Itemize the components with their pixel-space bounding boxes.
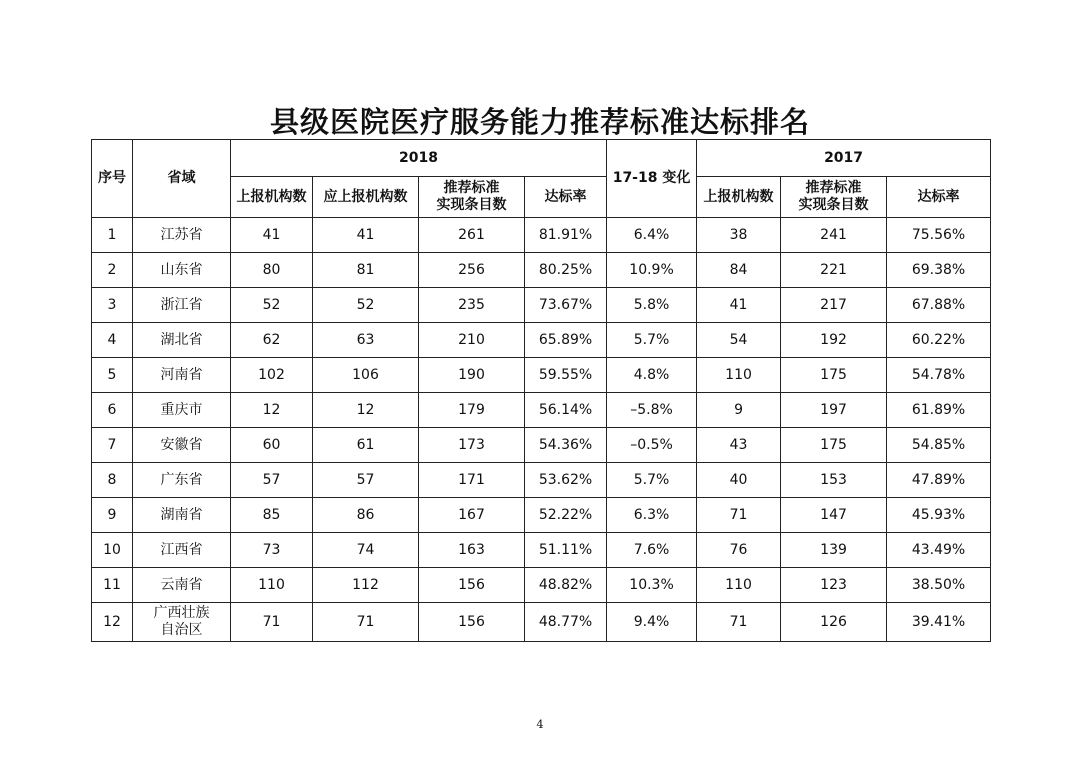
cell-rate-2018: 73.67% [525,288,607,323]
cell-reported-2017: 76 [697,533,781,568]
header-seq: 序号 [92,140,133,218]
cell-reported-2017: 38 [697,218,781,253]
cell-reported-2018: 80 [231,253,313,288]
cell-province: 湖北省 [133,323,231,358]
cell-items-2018: 190 [419,358,525,393]
cell-seq: 7 [92,428,133,463]
cell-reported-2017: 40 [697,463,781,498]
cell-rate-2017: 67.88% [887,288,991,323]
cell-change: 7.6% [607,533,697,568]
cell-reported-2017: 43 [697,428,781,463]
cell-items-2018: 261 [419,218,525,253]
header-rate-2017: 达标率 [887,177,991,218]
cell-rate-2018: 81.91% [525,218,607,253]
ranking-table [91,139,991,642]
table-row [92,288,991,323]
cell-should-report-2018: 57 [313,463,419,498]
cell-should-report-2018: 106 [313,358,419,393]
cell-province: 浙江省 [133,288,231,323]
cell-items-2018: 167 [419,498,525,533]
cell-province: 广东省 [133,463,231,498]
header-reported-2017: 上报机构数 [697,177,781,218]
cell-rate-2017: 69.38% [887,253,991,288]
cell-province: 湖南省 [133,498,231,533]
cell-rate-2017: 54.78% [887,358,991,393]
cell-change: 6.3% [607,498,697,533]
header-province: 省域 [133,140,231,218]
cell-should-report-2018: 12 [313,393,419,428]
cell-items-2018: 156 [419,603,525,642]
header-items-line2: 实现条目数 [436,197,507,213]
cell-should-report-2018: 74 [313,533,419,568]
header-row-1 [92,140,991,177]
cell-province: 江苏省 [133,218,231,253]
cell-items-2018: 179 [419,393,525,428]
cell-province: 江西省 [133,533,231,568]
cell-change: –5.8% [607,393,697,428]
cell-should-report-2018: 112 [313,568,419,603]
cell-province: 安徽省 [133,428,231,463]
cell-rate-2018: 65.89% [525,323,607,358]
cell-items-2017: 192 [781,323,887,358]
cell-change: 4.8% [607,358,697,393]
cell-province: 云南省 [133,568,231,603]
table-row [92,533,991,568]
header-year-2018: 2018 [231,140,607,177]
cell-reported-2017: 110 [697,358,781,393]
cell-should-report-2018: 86 [313,498,419,533]
cell-seq: 6 [92,393,133,428]
cell-seq: 3 [92,288,133,323]
cell-reported-2017: 84 [697,253,781,288]
cell-rate-2018: 48.77% [525,603,607,642]
cell-seq: 8 [92,463,133,498]
cell-reported-2018: 85 [231,498,313,533]
header-items-line1: 推荐标准 [805,180,862,196]
cell-seq: 11 [92,568,133,603]
table-row [92,463,991,498]
header-should-report-2018: 应上报机构数 [313,177,419,218]
cell-reported-2017: 54 [697,323,781,358]
cell-items-2017: 197 [781,393,887,428]
cell-reported-2017: 9 [697,393,781,428]
cell-rate-2018: 52.22% [525,498,607,533]
cell-rate-2017: 47.89% [887,463,991,498]
cell-seq: 1 [92,218,133,253]
cell-seq: 4 [92,323,133,358]
cell-rate-2017: 54.85% [887,428,991,463]
cell-items-2017: 217 [781,288,887,323]
cell-reported-2018: 60 [231,428,313,463]
cell-reported-2018: 57 [231,463,313,498]
cell-reported-2018: 110 [231,568,313,603]
cell-items-2018: 210 [419,323,525,358]
table-row [92,498,991,533]
cell-reported-2018: 52 [231,288,313,323]
table-row [92,323,991,358]
page-number: 4 [536,718,544,731]
cell-change: 5.7% [607,463,697,498]
cell-items-2017: 241 [781,218,887,253]
cell-change: –0.5% [607,428,697,463]
table-row [92,428,991,463]
cell-rate-2018: 59.55% [525,358,607,393]
cell-seq: 2 [92,253,133,288]
header-rate-2018: 达标率 [525,177,607,218]
cell-items-2018: 171 [419,463,525,498]
cell-items-2018: 256 [419,253,525,288]
cell-rate-2018: 54.36% [525,428,607,463]
cell-rate-2018: 48.82% [525,568,607,603]
cell-should-report-2018: 41 [313,218,419,253]
page-title: 县级医院医疗服务能力推荐标准达标排名 [269,105,810,139]
cell-change: 5.7% [607,323,697,358]
table-row [92,253,991,288]
cell-items-2018: 173 [419,428,525,463]
header-items-line1: 推荐标准 [443,180,500,196]
cell-rate-2018: 80.25% [525,253,607,288]
table-row [92,393,991,428]
cell-items-2017: 175 [781,428,887,463]
table-row [92,218,991,253]
header-items-2017 [781,177,887,218]
cell-reported-2018: 12 [231,393,313,428]
cell-should-report-2018: 81 [313,253,419,288]
cell-should-report-2018: 63 [313,323,419,358]
cell-seq: 12 [92,603,133,642]
cell-items-2018: 156 [419,568,525,603]
cell-items-2017: 123 [781,568,887,603]
header-year-2017: 2017 [697,140,991,177]
cell-reported-2017: 71 [697,603,781,642]
cell-reported-2018: 41 [231,218,313,253]
cell-rate-2017: 39.41% [887,603,991,642]
cell-rate-2017: 60.22% [887,323,991,358]
table-row [92,358,991,393]
cell-items-2017: 147 [781,498,887,533]
cell-should-report-2018: 71 [313,603,419,642]
cell-should-report-2018: 61 [313,428,419,463]
cell-rate-2017: 38.50% [887,568,991,603]
table-row [92,568,991,603]
table-row [92,603,991,642]
cell-reported-2018: 71 [231,603,313,642]
cell-items-2018: 235 [419,288,525,323]
header-items-line2: 实现条目数 [798,197,869,213]
cell-rate-2018: 51.11% [525,533,607,568]
cell-rate-2018: 53.62% [525,463,607,498]
cell-rate-2017: 75.56% [887,218,991,253]
cell-items-2017: 175 [781,358,887,393]
cell-reported-2018: 73 [231,533,313,568]
cell-change: 5.8% [607,288,697,323]
cell-reported-2018: 102 [231,358,313,393]
header-change: 17-18 变化 [607,140,697,218]
cell-items-2018: 163 [419,533,525,568]
cell-change: 10.9% [607,253,697,288]
cell-items-2017: 221 [781,253,887,288]
cell-seq: 10 [92,533,133,568]
cell-province-line2: 自治区 [160,622,203,638]
cell-rate-2017: 43.49% [887,533,991,568]
cell-province [133,603,231,642]
cell-change: 9.4% [607,603,697,642]
cell-rate-2017: 61.89% [887,393,991,428]
cell-province: 山东省 [133,253,231,288]
cell-province: 重庆市 [133,393,231,428]
header-items-2018 [419,177,525,218]
cell-province-line1: 广西壮族 [153,605,210,621]
cell-change: 6.4% [607,218,697,253]
cell-province: 河南省 [133,358,231,393]
cell-reported-2017: 41 [697,288,781,323]
header-reported-2018: 上报机构数 [231,177,313,218]
cell-reported-2018: 62 [231,323,313,358]
cell-reported-2017: 110 [697,568,781,603]
cell-rate-2018: 56.14% [525,393,607,428]
cell-items-2017: 139 [781,533,887,568]
cell-should-report-2018: 52 [313,288,419,323]
cell-rate-2017: 45.93% [887,498,991,533]
cell-seq: 5 [92,358,133,393]
cell-seq: 9 [92,498,133,533]
cell-change: 10.3% [607,568,697,603]
cell-items-2017: 126 [781,603,887,642]
cell-reported-2017: 71 [697,498,781,533]
cell-items-2017: 153 [781,463,887,498]
